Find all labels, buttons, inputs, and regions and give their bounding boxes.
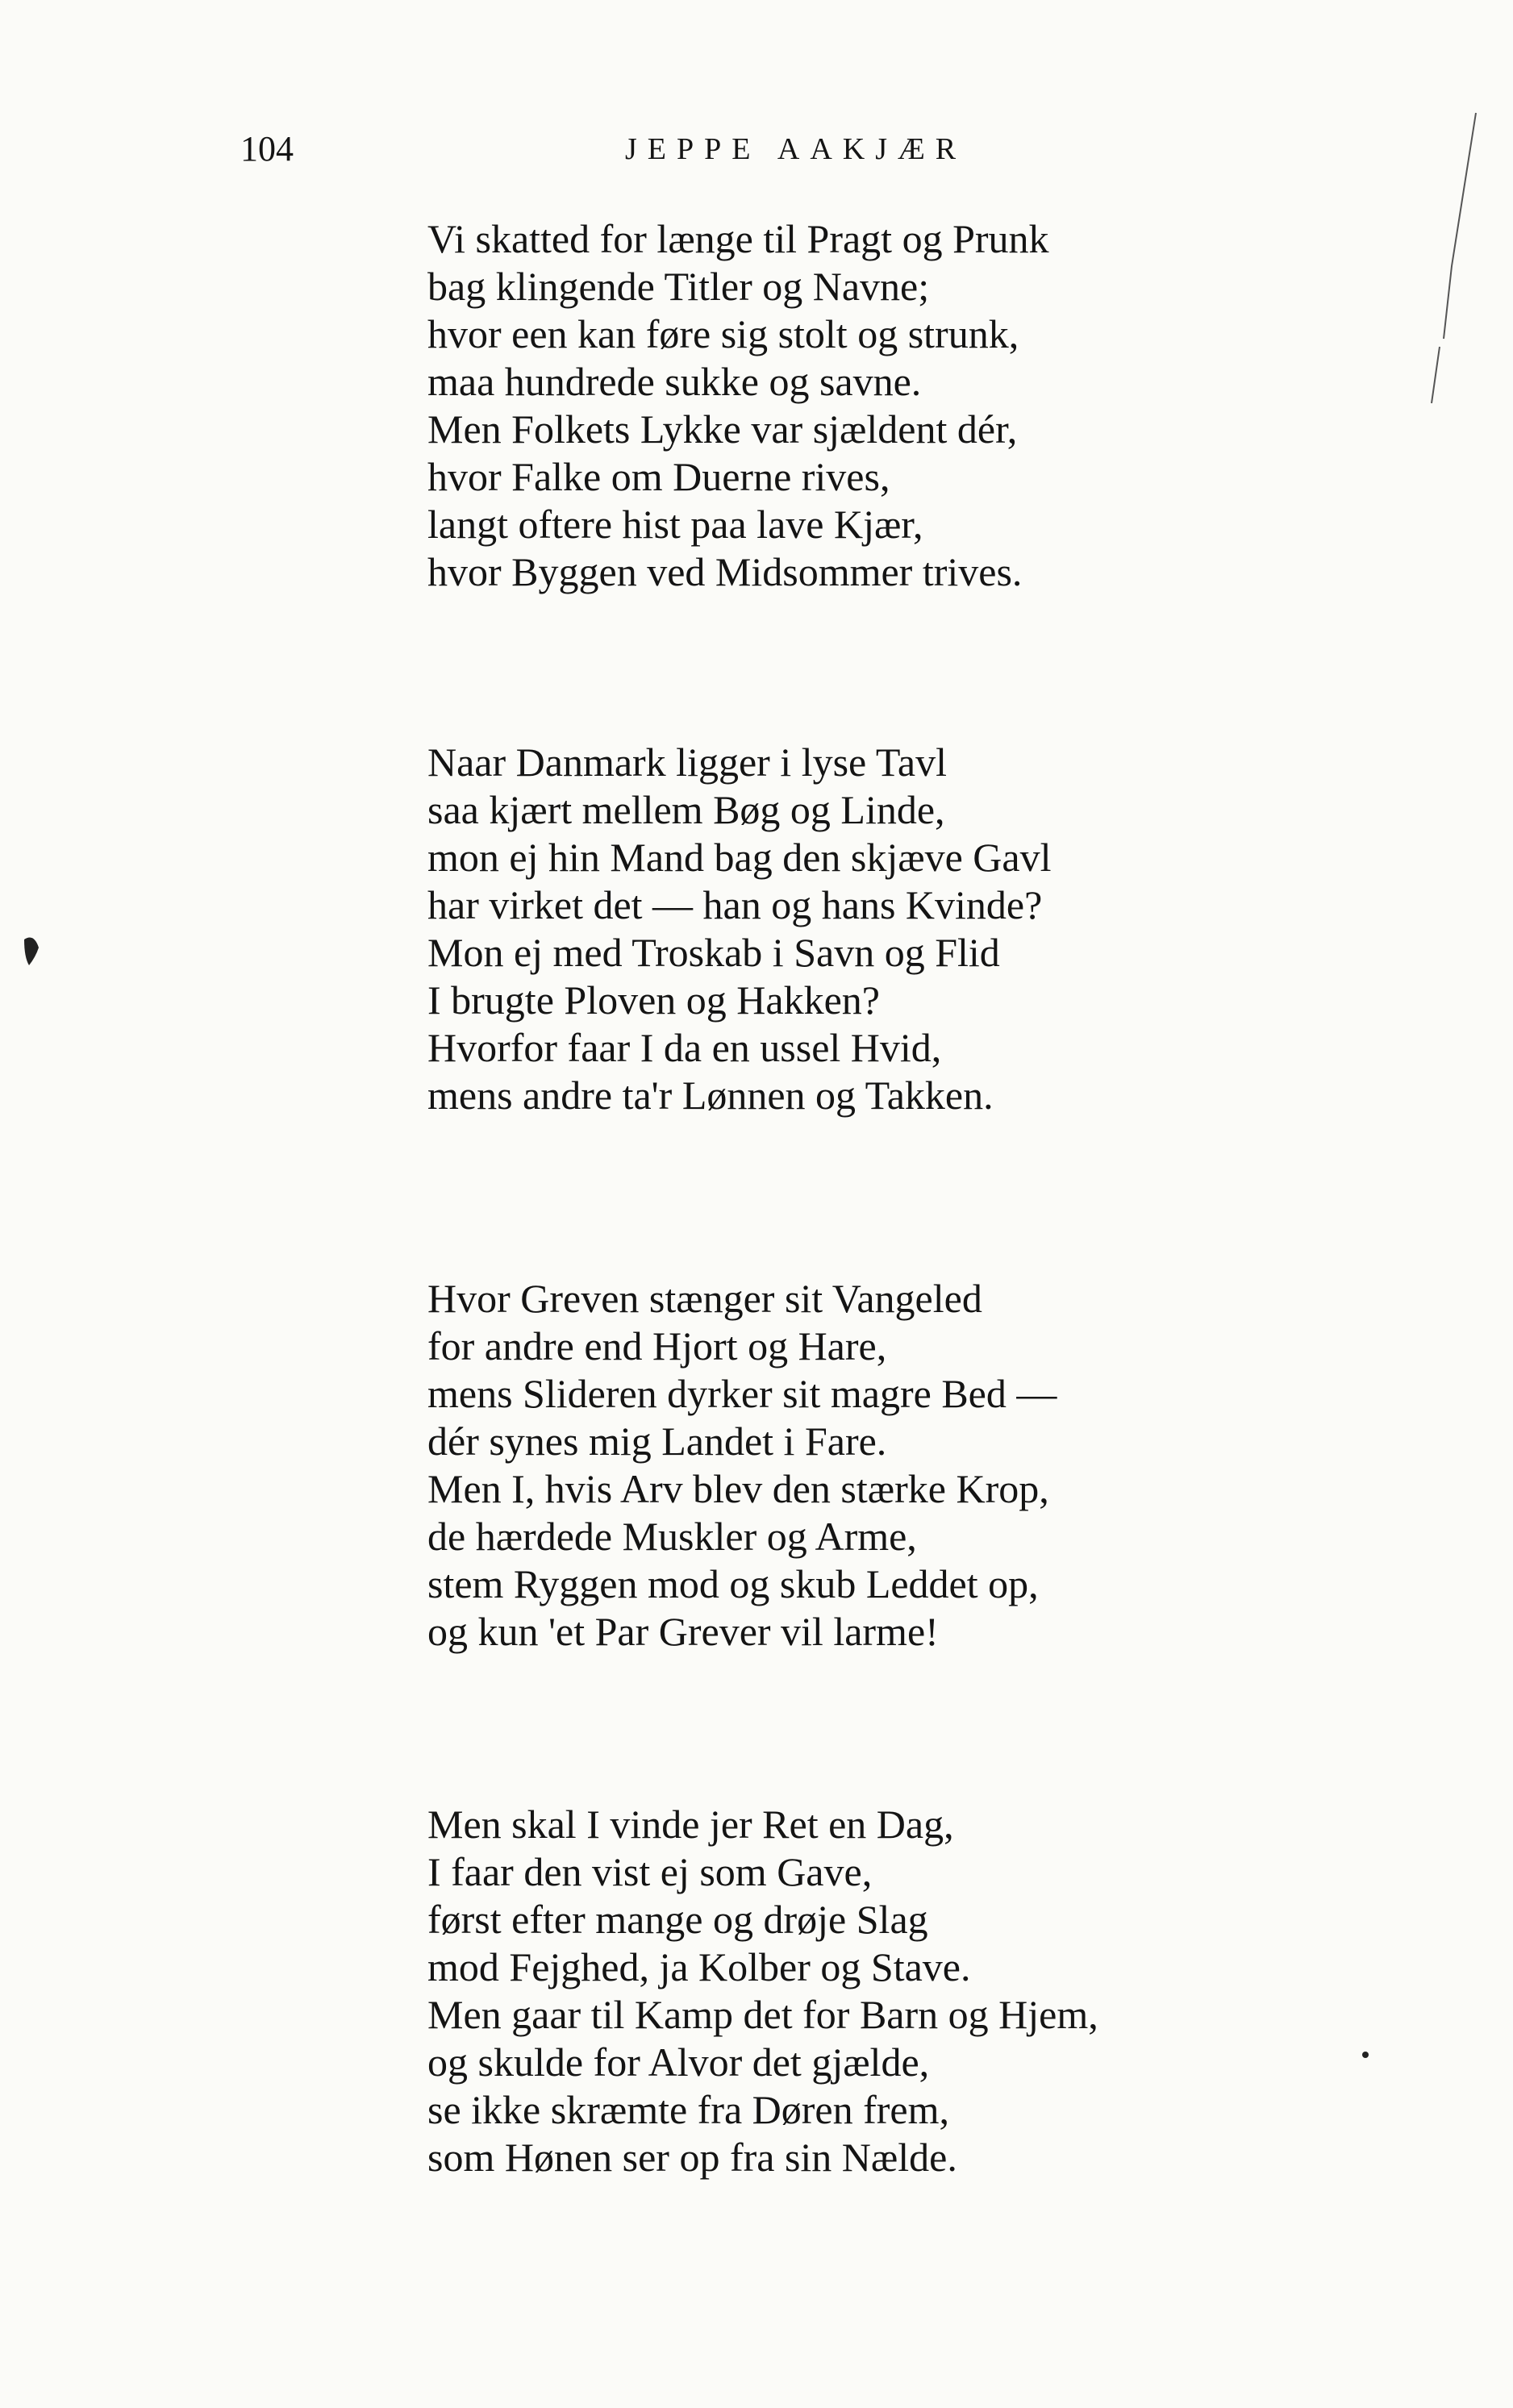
- poem-line: for andre end Hjort og Hare,: [427, 1323, 887, 1369]
- poem-line: mod Fejghed, ja Kolber og Stave.: [427, 1944, 971, 1989]
- poem-line: har virket det — han og hans Kvinde?: [427, 882, 1043, 927]
- poem-line: Naar Danmark ligger i lyse Tavl: [427, 739, 947, 785]
- poem-line: og skulde for Alvor det gjælde,: [427, 2039, 930, 2085]
- poem-line: se ikke skræmte fra Døren frem,: [427, 2087, 949, 2132]
- stanza-4: [427, 1801, 1098, 2181]
- poem-line: dér synes mig Landet i Fare.: [427, 1419, 887, 1464]
- poem-line: hvor Byggen ved Midsommer trives.: [427, 549, 1023, 594]
- poem-line: som Hønen ser op fra sin Nælde.: [427, 2135, 957, 2180]
- running-head: JEPPE AAKJÆR: [625, 132, 967, 166]
- poem-line: I faar den vist ej som Gave,: [427, 1849, 873, 1894]
- poem-line: langt oftere hist paa lave Kjær,: [427, 502, 923, 547]
- poem-line: Hvor Greven stænger sit Vangeled: [427, 1276, 982, 1321]
- poem-line: bag klingende Titler og Navne;: [427, 264, 930, 309]
- poem-line: og kun 'et Par Grever vil larme!: [427, 1609, 939, 1654]
- stanza-3: [427, 1275, 1057, 1656]
- poem-line: Men I, hvis Arv blev den stærke Krop,: [427, 1466, 1049, 1511]
- stanza-1: [427, 215, 1049, 596]
- stanza-2: [427, 739, 1052, 1119]
- poem-line: saa kjært mellem Bøg og Linde,: [427, 787, 945, 832]
- poem-line: Men Folkets Lykke var sjældent dér,: [427, 406, 1018, 452]
- poem-line: Men skal I vinde jer Ret en Dag,: [427, 1802, 954, 1847]
- poem-line: hvor Falke om Duerne rives,: [427, 454, 890, 499]
- poem-line: de hærdede Muskler og Arme,: [427, 1514, 917, 1559]
- poem-line: Men gaar til Kamp det for Barn og Hjem,: [427, 1992, 1098, 2037]
- poem-line: maa hundrede sukke og savne.: [427, 359, 922, 404]
- poem-line: I brugte Ploven og Hakken?: [427, 977, 880, 1023]
- poem-line: Hvorfor faar I da en ussel Hvid,: [427, 1025, 942, 1070]
- poem-line: mens andre ta'r Lønnen og Takken.: [427, 1073, 994, 1118]
- poem-line: Vi skatted for længe til Pragt og Prunk: [427, 216, 1049, 261]
- poem-line: stem Ryggen mod og skub Leddet op,: [427, 1561, 1039, 1606]
- poem-line: Mon ej med Troskab i Savn og Flid: [427, 930, 1000, 975]
- poem-line: mon ej hin Mand bag den skjæve Gavl: [427, 835, 1052, 880]
- poem-line: først efter mange og drøje Slag: [427, 1897, 928, 1942]
- poem-line: mens Slideren dyrker sit magre Bed —: [427, 1371, 1057, 1416]
- poem-line: hvor een kan føre sig stolt og strunk,: [427, 311, 1019, 356]
- page-number: 104: [240, 129, 294, 169]
